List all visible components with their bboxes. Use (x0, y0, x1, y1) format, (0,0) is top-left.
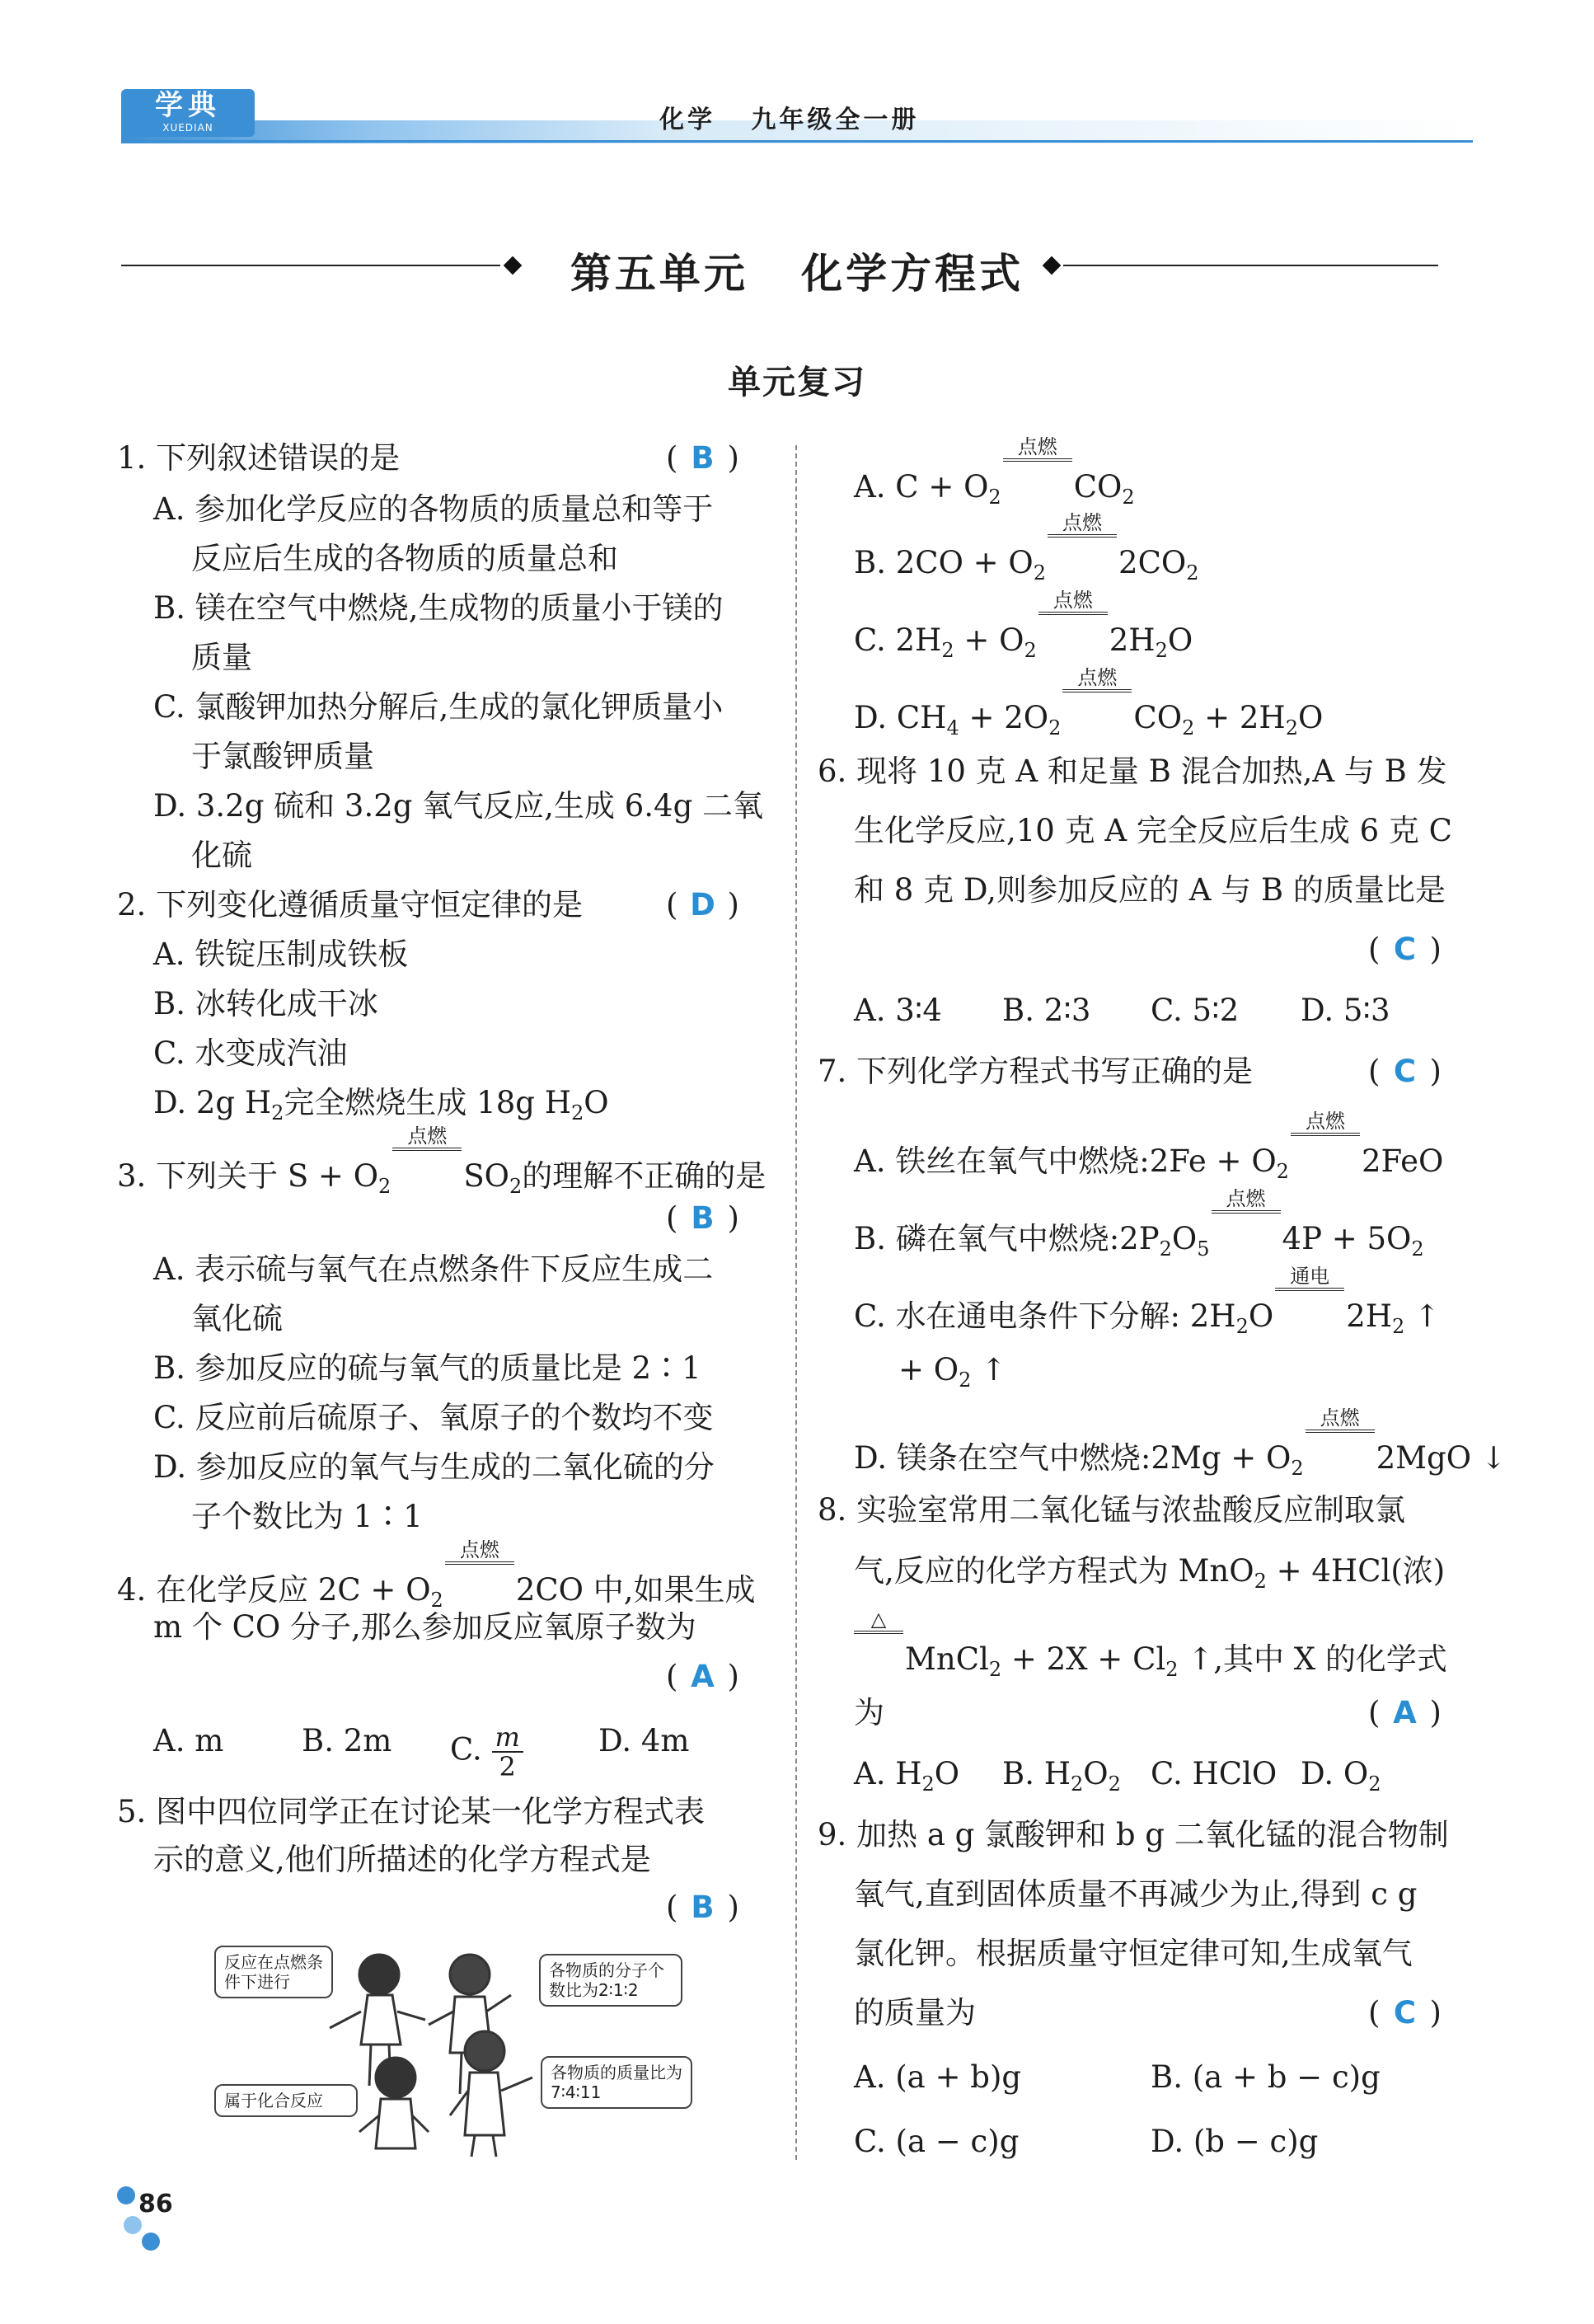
page-decoration-dot (117, 2186, 135, 2204)
q9-option-b: B. (a + b − c)g (1151, 2059, 1381, 2095)
section-subtitle: 单元复习 (728, 363, 866, 401)
q6-answer-letter: C (1393, 932, 1417, 967)
q1-option-a-cont: 反应后生成的各物质的质量总和 (191, 541, 618, 576)
q6-stem-cont-1: 生化学反应,10 克 A 完全反应后生成 6 克 C (854, 813, 1452, 848)
page-number: 86 (138, 2190, 173, 2218)
q4-option-d: D. 4m (598, 1723, 690, 1758)
q3-answer: ( B ) (666, 1200, 739, 1236)
q9-stem-cont-3: 的质量为 (854, 1995, 976, 2031)
q7-option-b: B. 磷在氧气中燃烧$:2P_2O_5$ 点燃 $4P + 5O_2$ (854, 1187, 1424, 1261)
q7-option-d: D. 镁条在空气中燃烧:2Mg + $O_2$ 点燃 2MgO ↓ (854, 1406, 1507, 1480)
q1-stem: 1. 下列叙述错误的是 (117, 440, 401, 476)
q8-option-d: D. $O_2$ (1301, 1756, 1381, 1796)
q5-stem: 5. 图中四位同学正在讨论某一化学方程式表 (117, 1794, 706, 1829)
q8-answer: ( A ) (1368, 1695, 1442, 1730)
q5-bubble-1: 反应在点燃条件下进行 (214, 1946, 333, 1998)
q8-option-a: A. $H_2O$ (854, 1756, 960, 1796)
q7-option-a: A. 铁丝在氧气中燃烧:2Fe + $O_2$ 点燃 2FeO (854, 1110, 1444, 1183)
title-rule-right (1063, 265, 1438, 266)
q6-option-b: B. 2∶3 (1002, 993, 1091, 1028)
q4-option-b: B. 2m (302, 1723, 392, 1758)
q8-option-c: C. HClO (1151, 1756, 1278, 1791)
q9-option-d: D. (b − c)g (1151, 2124, 1319, 2159)
q9-answer: ( C ) (1368, 1995, 1442, 2031)
q9-option-c: C. (a − c)g (854, 2124, 1020, 2159)
q3-option-a-cont: 氧化硫 (191, 1301, 283, 1336)
header-line (121, 140, 1473, 143)
q4-answer-letter: A (691, 1659, 715, 1694)
page-decoration-dot (142, 2232, 160, 2251)
q6-stem: 6. 现将 10 克 A 和足量 B 混合加热,A 与 B 发 (818, 754, 1447, 789)
q4-fraction: $\frac{m}{2}$ (492, 1723, 523, 1781)
q7-answer: ( C ) (1368, 1054, 1442, 1089)
q2-stem: 2. 下列变化遵循质量守恒定律的是 (117, 887, 584, 923)
q1-option-b: B. 镁在空气中燃烧,生成物的质量小于镁的 (153, 590, 724, 626)
q1-option-b-cont: 质量 (191, 640, 252, 675)
q9-stem-cont-2: 氯化钾。根据质量守恒定律可知,生成氧气 (854, 1936, 1413, 1971)
q5-bubble-2: 各物质的分子个数比为2∶1∶2 (539, 1954, 682, 2007)
logo-text: 学典 (155, 89, 221, 122)
q3-answer-letter: B (691, 1200, 715, 1236)
q1-answer: ( B ) (666, 440, 739, 476)
q7-option-c-cont: + $O_2$ ↑ (898, 1352, 1007, 1392)
q5-bubble-3: 属于化合反应 (214, 2084, 358, 2117)
q7-stem: 7. 下列化学方程式书写正确的是 (818, 1054, 1254, 1089)
q6-option-c: C. 5∶2 (1151, 993, 1240, 1028)
q8-stem-cont-2: △ MnCl$_2$ + $2X + Cl_2$ ↑,其中 X 的化学式 (854, 1631, 1447, 1678)
q5-option-a: A. $C + O_2$ 点燃 $CO_2$ (854, 435, 1135, 509)
q2-option-d: D. 2g $H_2$完全燃烧生成 18g $H_2O$ (153, 1085, 609, 1124)
q3-equation-sign: 点燃 (392, 1148, 462, 1151)
q9-stem: 9. 加热 a g 氯酸钾和 b g 二氧化锰的混合物制 (818, 1817, 1449, 1852)
q8-stem: 8. 实验室常用二氧化锰与浓盐酸反应制取氯 (818, 1492, 1406, 1528)
q3-option-a: A. 表示硫与氧气在点燃条件下反应生成二 (153, 1251, 714, 1287)
q5-answer: ( B ) (666, 1890, 739, 1925)
q3-option-c: C. 反应前后硫原子、氧原子的个数均不变 (153, 1400, 714, 1435)
q1-option-a: A. 参加化学反应的各物质的质量总和等于 (153, 491, 714, 527)
q3-option-d: D. 参加反应的氧气与生成的二氧化硫的分 (153, 1449, 715, 1485)
q3-option-d-cont: 子个数比为 1∶1 (191, 1499, 423, 1534)
q8-option-b: B. $H_2O_2$ (1002, 1756, 1121, 1796)
q3-stem: 3. 下列关于 $S + O_2$ 点燃 $SO_2$的理解不正确的是 (117, 1124, 767, 1198)
q5-stem-cont: 示的意义,他们所描述的化学方程式是 (153, 1842, 651, 1877)
q4-equation-sign: 点燃 (445, 1561, 514, 1565)
q4-option-c: C. $\frac{m}{2}$ (450, 1723, 523, 1781)
q6-answer: ( C ) (1368, 932, 1442, 967)
q1-option-c-cont: 于氯酸钾质量 (191, 739, 374, 774)
logo-subtext: XUEDIAN (162, 122, 213, 134)
q5-option-c: C. $2H_2 + O_2$ 点燃 $2H_2O$ (854, 589, 1193, 662)
q7-option-c: C. 水在通电条件下分解: $2H_2O$ 通电 $2H_2$ ↑ (854, 1265, 1441, 1338)
q5-option-b: B. $2CO + O_2$ 点燃 $2CO_2$ (854, 511, 1199, 585)
header-subject: 化学 九年级全一册 (659, 106, 920, 134)
q5-option-d: D. $CH_4 + 2O_2$ 点燃 $CO_2 + 2H_2O$ (854, 666, 1324, 739)
q2-option-b: B. 冰转化成干冰 (153, 986, 378, 1021)
column-divider (795, 445, 797, 2160)
q9-option-a: A. (a + b)g (854, 2059, 1022, 2095)
q9-answer-letter: C (1393, 1995, 1417, 2031)
q1-option-d-cont: 化硫 (191, 838, 252, 873)
q8-stem-cont-1: 气,反应的化学方程式为 MnO$_2$ + 4HCl(浓) (854, 1553, 1446, 1593)
q5-answer-letter: B (691, 1890, 715, 1925)
q2-answer-letter: D (690, 887, 715, 923)
q8-stem-cont-3: 为 (854, 1695, 884, 1730)
q1-answer-letter: B (691, 440, 715, 476)
q4-option-a: A. m (153, 1723, 224, 1758)
q4-stem-cont: m 个 CO 分子,那么参加反应氧原子数为 (153, 1609, 696, 1645)
unit-title: 第五单元 化学方程式 (570, 249, 1024, 298)
q9-stem-cont-1: 氧气,直到固体质量不再减少为止,得到 c g (854, 1876, 1418, 1912)
q2-option-a: A. 铁锭压制成铁板 (153, 937, 409, 972)
students-illustration (206, 1929, 717, 2160)
q1-option-d: D. 3.2g 硫和 3.2g 氧气反应,生成 6.4g 二氧 (153, 788, 764, 824)
q5-discussion-illustration (206, 1929, 717, 2160)
q2-option-c: C. 水变成汽油 (153, 1035, 348, 1071)
q7-answer-letter: C (1393, 1054, 1417, 1089)
q4-stem: 4. 在化学反应 $2C + O_2$ 点燃 2CO 中,如果生成 (117, 1538, 756, 1612)
q2-answer: ( D ) (666, 887, 739, 923)
q4-answer: ( A ) (666, 1659, 739, 1694)
page-decoration-dot (124, 2216, 142, 2234)
q8-answer-letter: A (1393, 1695, 1417, 1730)
q3-option-b: B. 参加反应的硫与氧气的质量比是 2∶1 (153, 1350, 701, 1386)
q6-option-a: A. 3∶4 (854, 993, 942, 1028)
xuedian-logo (121, 89, 255, 137)
q6-stem-cont-2: 和 8 克 D,则参加反应的 A 与 B 的质量比是 (854, 872, 1446, 908)
q1-option-c: C. 氯酸钾加热分解后,生成的氯化钾质量小 (153, 689, 724, 725)
q5-bubble-4: 各物质的质量比为7∶4∶11 (541, 2056, 692, 2109)
q6-option-d: D. 5∶3 (1301, 993, 1390, 1028)
